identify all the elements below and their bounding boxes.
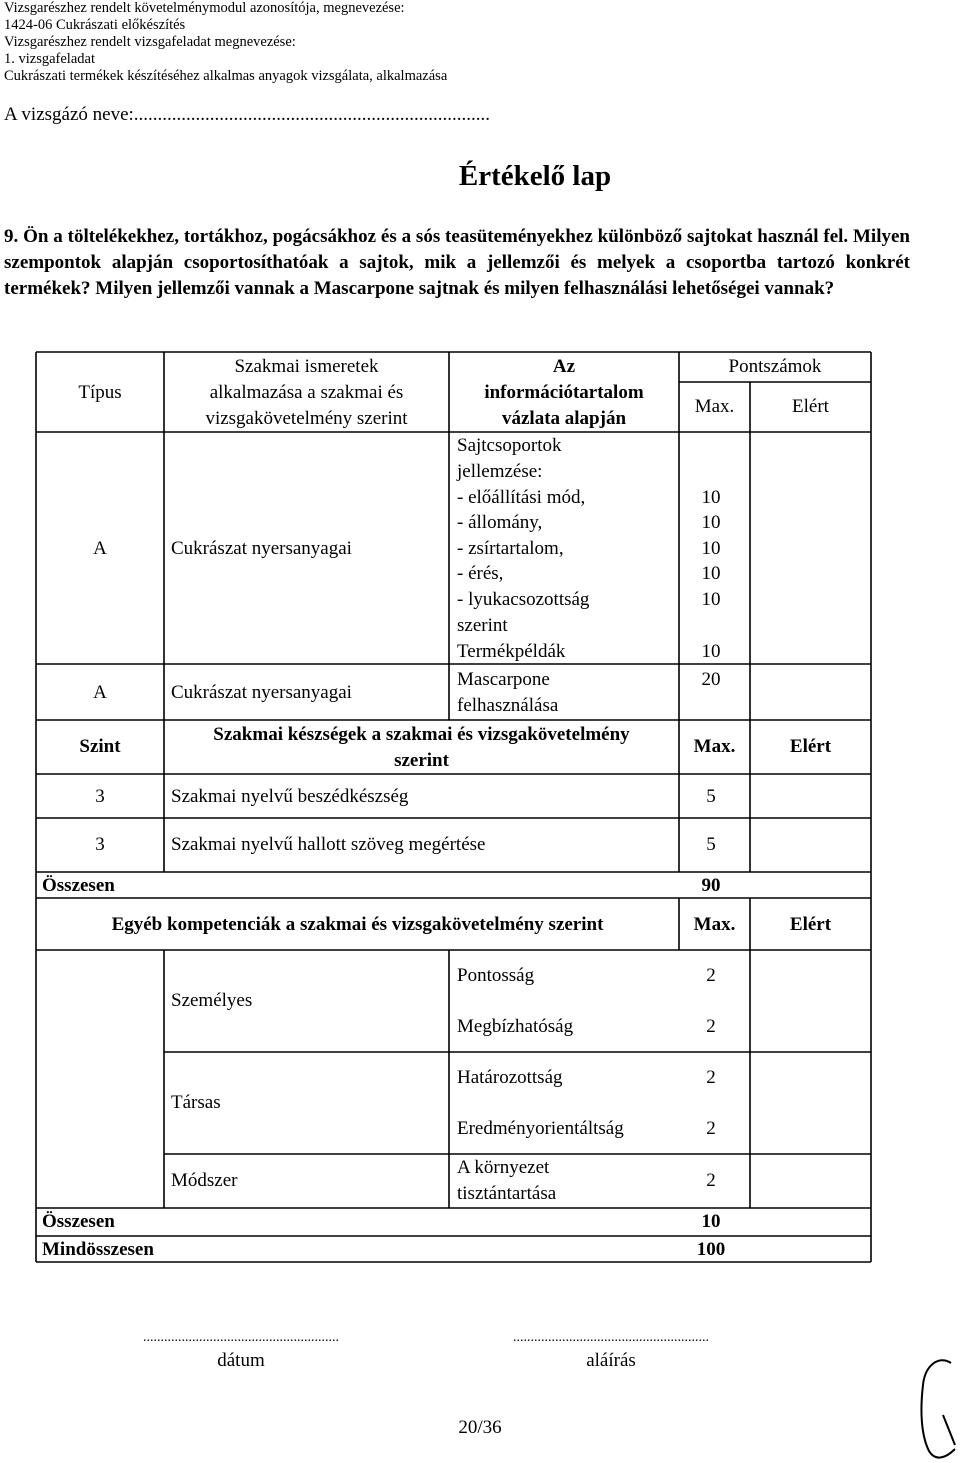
other-max: Max. [693,914,736,935]
other-achieved: Elért [789,914,832,935]
row2-knowledge: Cukrászat nyersanyagai [171,682,352,703]
competency-points: 2 [706,965,716,986]
skills-heading-2: szerint [394,750,449,771]
row1-content-line: - érés, [457,563,504,584]
row2-points: 20 [701,669,721,690]
signature-label: aláírás [586,1350,636,1371]
competency-points: 2 [706,1016,716,1037]
competency-item: tisztántartása [457,1183,557,1204]
row1-content-line: - állomány, [457,512,543,533]
header-task-number: 1. vizsgafeladat [4,51,95,67]
page-number: 20/36 [458,1417,502,1438]
header-module-label: Vizsgarészhez rendelt követelménymodul azonosítója, megnevezése: [4,0,405,16]
examinee-name-field: A vizsgázó neve:........................................................................... [4,104,491,125]
skill-points: 5 [706,786,716,807]
skill-label: Szakmai nyelvű hallott szöveg megértése [171,834,486,855]
header-knowledge-3: vizsgakövetelmény szerint [205,408,408,429]
row1-content-line: szerint [457,615,508,636]
grand-total-points: 100 [696,1239,726,1260]
row1-points: 10 [701,487,721,508]
row1-knowledge: Cukrászat nyersanyagai [171,538,352,559]
page-title: Értékelő lap [458,160,612,192]
competency-item: Határozottság [457,1067,563,1088]
header-knowledge-1: Szakmai ismeretek [234,356,379,377]
subtotal-points: 10 [701,1211,721,1232]
skills-level-header: Szint [79,736,121,757]
row1-type: A [93,538,107,559]
row1-content-line: Termékpéldák [457,641,566,662]
competency-points: 2 [706,1067,716,1088]
other-competencies-heading: Egyéb kompetenciák a szakmai és vizsgakövetelmény szerint [111,914,604,935]
date-label: dátum [217,1350,265,1371]
row1-points: 10 [701,641,721,662]
competency-item: A környezet [457,1157,550,1178]
skills-achieved: Elért [789,736,832,757]
header-type: Típus [78,382,122,403]
row1-content-line: - lyukacsozottság [457,589,590,610]
competency-item: Eredményorientáltság [457,1118,624,1139]
row1-content-line: - zsírtartalom, [457,538,564,559]
subtotal-label: Összesen [42,1211,115,1232]
header-task-label: Vizsgarészhez rendelt vizsgafeladat megnevezése: [4,34,296,50]
header-content-2: információtartalom [484,382,644,403]
header-achieved: Elért [792,396,829,417]
row1-content-line: Sajtcsoportok [457,435,562,456]
exam-question: 9. Ön a töltelékekhez, tortákhoz, pogácsákhoz és a sós teasüteményekhez különböző sajtokat használ fel. Milyen szempontok alapján csoportosíthatóak a sajtok, mik a jellemzői és melyek a csoportba tartozó konkrét termékek? Milyen jellemzői vannak a Mascarpone sajtnak és milyen felhasználási lehetőségei vannak? [4,226,910,299]
signature-line: ........................................................ [513,1330,709,1345]
row1-points: 10 [701,589,721,610]
row2-content-line: Mascarpone [457,669,550,690]
date-line: ........................................................ [143,1330,339,1345]
row1-content-line: - előállítási mód, [457,487,586,508]
subtotal-points: 90 [701,875,721,896]
competency-item: Megbízhatóság [457,1016,574,1037]
skills-max: Max. [693,736,736,757]
competency-points: 2 [706,1118,716,1139]
row1-points: 10 [701,538,721,559]
row2-content-line: felhasználása [457,695,559,716]
row1-content-line: jellemzése: [457,461,543,482]
header-content-1: Az [552,356,576,377]
row1-points: 10 [701,563,721,584]
row2-type: A [93,682,107,703]
competency-group: Társas [171,1092,221,1113]
header-content-3: vázlata alapján [501,408,627,429]
subtotal-label: Összesen [42,875,115,896]
skills-heading-1: Szakmai készségek a szakmai és vizsgakövetelmény [213,724,630,745]
row1-points: 10 [701,512,721,533]
grand-total-label: Mindösszesen [42,1239,154,1260]
skill-label: Szakmai nyelvű beszédkészség [171,786,409,807]
skill-level: 3 [95,834,105,855]
competency-group: Személyes [171,990,253,1011]
header-knowledge-2: alkalmazása a szakmai és [209,382,404,403]
header-task-name: Cukrászati termékek készítéséhez alkalmas anyagok vizsgálata, alkalmazása [4,68,448,84]
competency-points: 2 [706,1170,716,1191]
header-module-name: 1424-06 Cukrászati előkészítés [4,17,186,33]
header-points: Pontszámok [728,356,822,377]
header-max: Max. [694,396,735,417]
skill-level: 3 [95,786,105,807]
competency-item: Pontosság [457,965,535,986]
handwritten-signature-mark [915,1355,960,1463]
competency-group: Módszer [171,1170,238,1191]
skill-points: 5 [706,834,716,855]
